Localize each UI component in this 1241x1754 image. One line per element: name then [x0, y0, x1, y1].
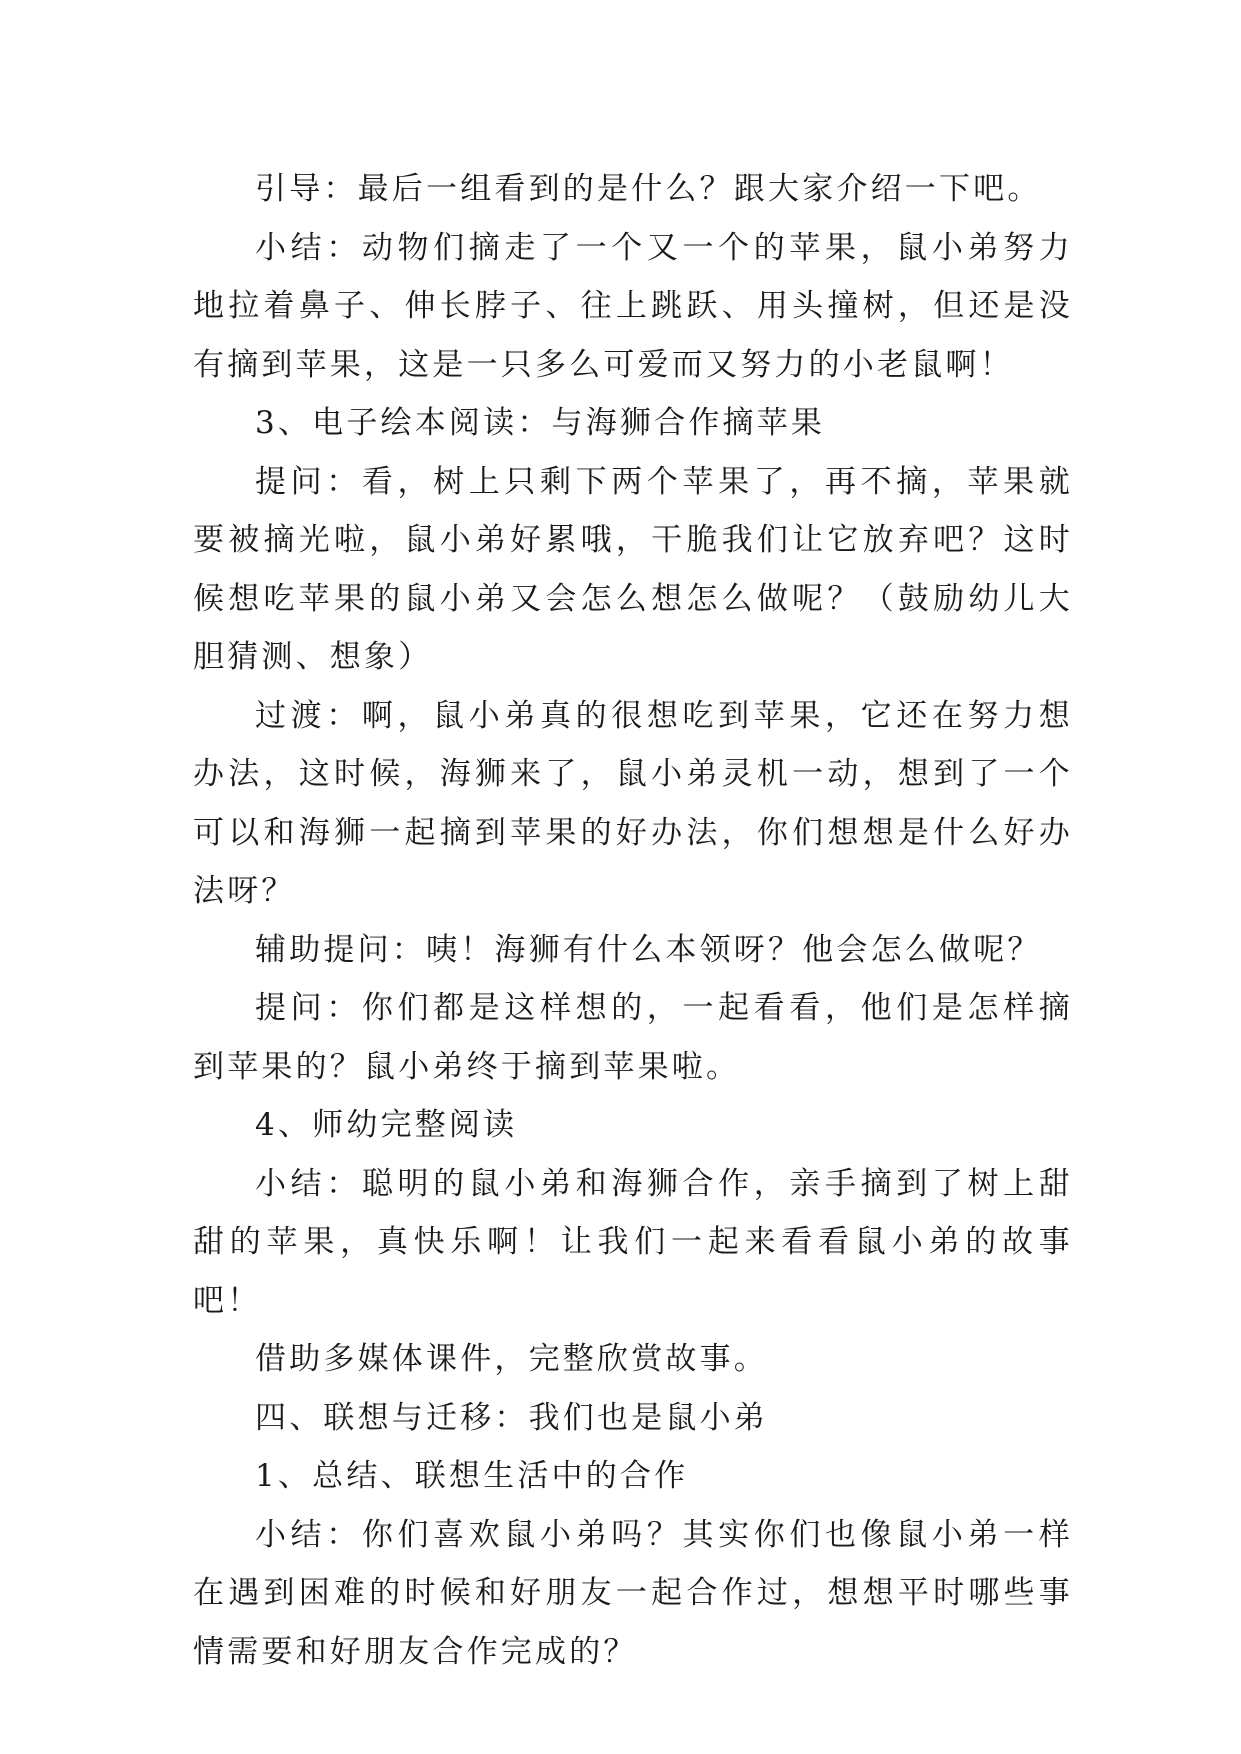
paragraph-summary-2: 小结：聪明的鼠小弟和海狮合作，亲手摘到了树上甜甜的苹果，真快乐啊！让我们一起来看看鼠小弟的故事吧！ [193, 1165, 1073, 1319]
section-heading-3: 3、电子绘本阅读：与海狮合作摘苹果 [255, 405, 826, 441]
paragraph-guide: 引导：最后一组看到的是什么？跟大家介绍一下吧。 [255, 171, 1042, 207]
paragraph-summary-3: 小结：你们喜欢鼠小弟吗？其实你们也像鼠小弟一样在遇到困难的时候和好朋友一起合作过，想想平时哪些事情需要和好朋友合作完成的？ [193, 1516, 1073, 1670]
paragraph-question-1: 提问：看，树上只剩下两个苹果了，再不摘，苹果就要被摘光啦，鼠小弟好累哦，干脆我们让它放弃吧？这时候想吃苹果的鼠小弟又会怎么想怎么做呢？（鼓励幼儿大胆猜测、想象） [193, 463, 1073, 675]
section-heading-4: 4、师幼完整阅读 [255, 1107, 518, 1143]
paragraph-multimedia: 借助多媒体课件，完整欣赏故事。 [255, 1341, 768, 1377]
paragraph-summary-1: 小结：动物们摘走了一个又一个的苹果，鼠小弟努力地拉着鼻子、伸长脖子、往上跳跃、用头撞树，但还是没有摘到苹果，这是一只多么可爱而又努力的小老鼠啊！ [193, 229, 1073, 383]
section-heading-part-four: 四、联想与迁移：我们也是鼠小弟 [255, 1399, 768, 1436]
paragraph-auxiliary-question: 辅助提问：咦！海狮有什么本领呀？他会怎么做呢？ [255, 931, 1042, 968]
document-body [193, 160, 1073, 1681]
paragraph-question-2: 提问：你们都是这样想的，一起看看，他们是怎样摘到苹果的？鼠小弟终于摘到苹果啦。 [193, 990, 1073, 1085]
paragraph-transition: 过渡：啊，鼠小弟真的很想吃到苹果，它还在努力想办法，这时候，海狮来了，鼠小弟灵机一动，想到了一个可以和海狮一起摘到苹果的好办法，你们想想是什么好办法呀？ [193, 697, 1073, 909]
section-heading-1: 1、总结、联想生活中的合作 [255, 1458, 689, 1494]
